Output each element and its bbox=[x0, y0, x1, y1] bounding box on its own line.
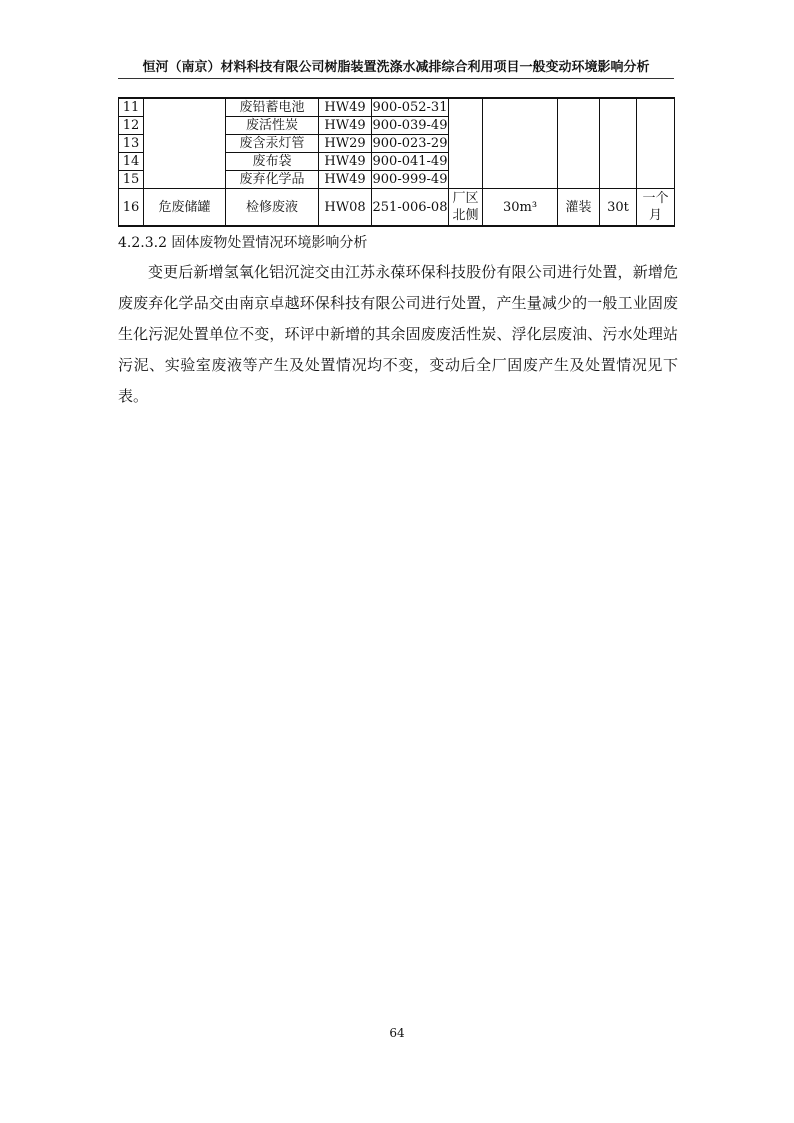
waste-name: 检修废液 bbox=[226, 189, 319, 227]
waste-code: 900-999-49 bbox=[372, 172, 448, 187]
row-number: 15 bbox=[119, 171, 144, 189]
storage-period-line2: 月 bbox=[648, 208, 662, 223]
storage-location-line1: 厂区 bbox=[452, 191, 479, 206]
waste-category: HW08 bbox=[319, 189, 372, 227]
waste-code: 251-006-08 bbox=[372, 189, 449, 227]
waste-name: 废铅蓄电池 bbox=[226, 98, 319, 117]
table-row bbox=[119, 189, 675, 227]
section-heading: 4.2.3.2 固体废物处置情况环境影响分析 bbox=[118, 235, 368, 251]
waste-code: 900-023-29 bbox=[372, 136, 448, 151]
waste-category: HW49 bbox=[319, 171, 372, 189]
storage-method: 灌装 bbox=[558, 189, 600, 227]
storage-location-line2: 北侧 bbox=[452, 208, 479, 223]
waste-name: 废活性炭 bbox=[226, 117, 319, 135]
period-cell-empty bbox=[637, 98, 675, 189]
page-number: 64 bbox=[389, 1026, 405, 1040]
storage-location bbox=[449, 189, 483, 227]
waste-category: HW49 bbox=[319, 153, 372, 171]
capacity-cell-empty bbox=[483, 98, 558, 189]
storage-capacity: 30m³ bbox=[483, 189, 558, 227]
waste-name: 废布袋 bbox=[226, 153, 319, 171]
row-number: 12 bbox=[119, 117, 144, 135]
facility-cell-empty bbox=[144, 98, 226, 189]
waste-category: HW49 bbox=[319, 117, 372, 135]
location-cell-empty bbox=[449, 98, 483, 189]
storage-amount: 30t bbox=[600, 189, 637, 227]
page-header-title: 恒河（南京）材料科技有限公司树脂装置洗涤水减排综合利用项目一般变动环境影响分析 bbox=[142, 60, 650, 75]
body-paragraph: 变更后新增氢氧化铝沉淀交由江苏永葆环保科技股份有限公司进行处置，新增危废废弃化学品交由南京卓越环保科技有限公司进行处置，产生量减少的一般工业固废生化污泥处置单位不变，环评中新增的其余固废废活性炭、浮化层废油、污水处理站污泥、实验室废液等产生及处置情况均不变，变动后全厂固废产生及处置情况见下表。 bbox=[118, 263, 678, 405]
facility-name: 危废储罐 bbox=[144, 189, 226, 227]
row-number: 11 bbox=[119, 98, 144, 117]
storage-period-line1: 一个 bbox=[642, 191, 669, 206]
waste-name: 废弃化学品 bbox=[226, 171, 319, 189]
header-divider bbox=[118, 78, 674, 79]
storage-period bbox=[637, 189, 675, 227]
row-number: 13 bbox=[119, 135, 144, 153]
waste-name: 废含汞灯管 bbox=[226, 135, 319, 153]
waste-category: HW29 bbox=[319, 135, 372, 153]
waste-code: 900-039-49 bbox=[372, 118, 448, 133]
row-number: 14 bbox=[119, 153, 144, 171]
waste-code: 900-052-31 bbox=[372, 100, 448, 115]
storage-method-cell-empty bbox=[558, 98, 600, 189]
amount-cell-empty bbox=[600, 98, 637, 189]
waste-category: HW49 bbox=[319, 98, 372, 117]
hazardous-waste-table bbox=[118, 97, 675, 227]
row-number: 16 bbox=[119, 189, 144, 227]
waste-code: 900-041-49 bbox=[372, 154, 448, 169]
table-row bbox=[119, 98, 675, 117]
